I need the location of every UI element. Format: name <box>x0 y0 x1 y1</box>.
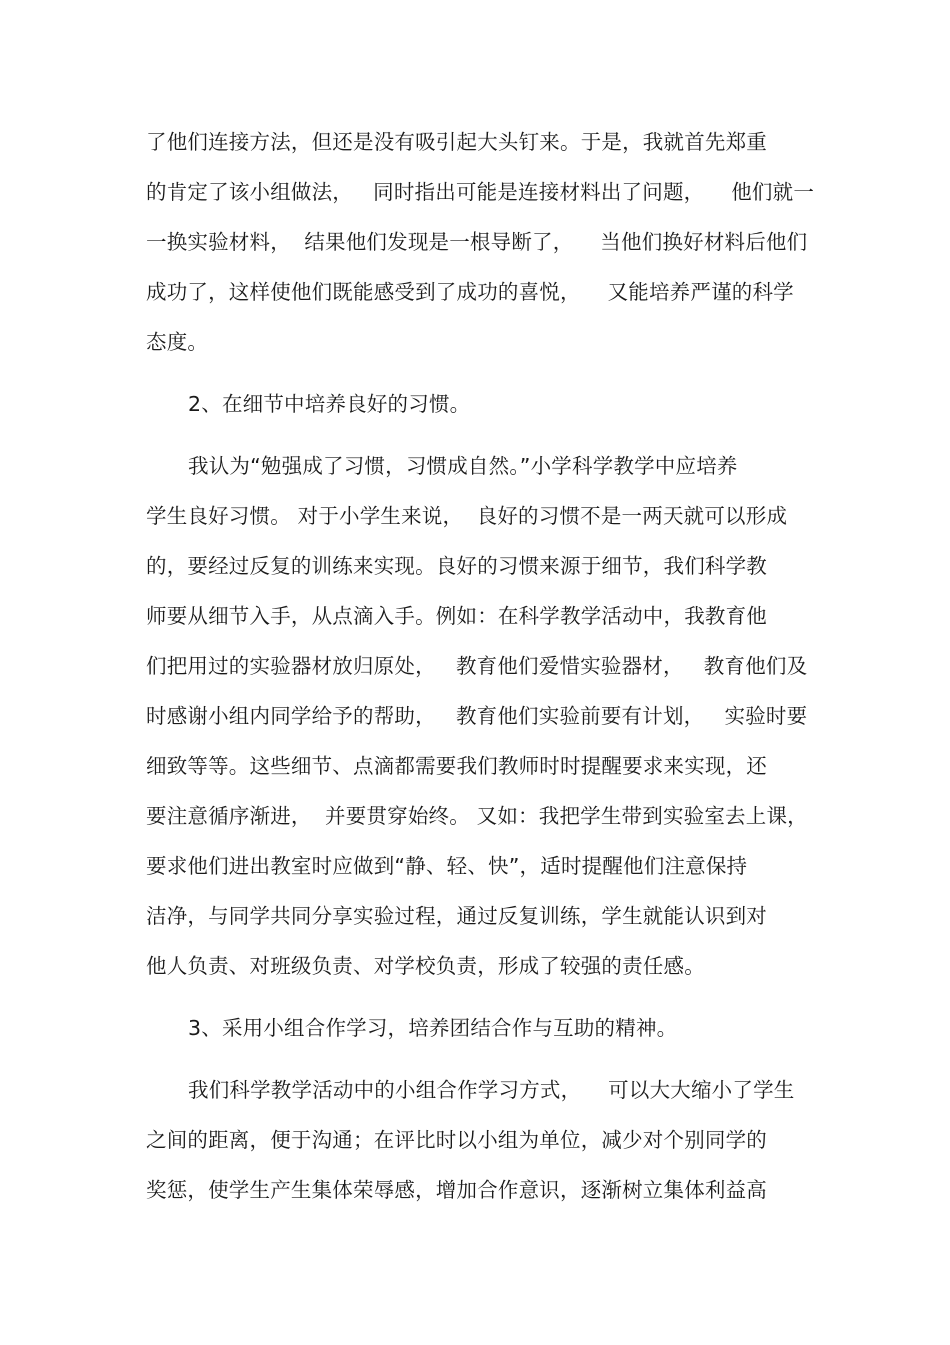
text-line: 之间的距离，便于沟通；在评比时以小组为单位，减少对个别同学的 <box>146 1128 767 1152</box>
text-line: 洁净，与同学共同分享实验过程，通过反复训练，学生就能认识到对 <box>146 904 767 928</box>
text-line: 时感谢小组内同学给予的帮助， 教育他们实验前要有计划， 实验时要 <box>146 704 808 728</box>
text-line: 们把用过的实验器材放归原处， 教育他们爱惜实验器材， 教育他们及 <box>146 654 808 678</box>
section-heading: 2、在细节中培养良好的习惯。 <box>188 392 471 416</box>
section-heading: 3、采用小组合作学习，培养团结合作与互助的精神。 <box>188 1016 678 1040</box>
text-line: 态度。 <box>146 330 209 354</box>
text-line: 师要从细节入手，从点滴入手。例如：在科学教学活动中，我教育他 <box>146 604 767 628</box>
text-line: 一换实验材料， 结果他们发现是一根导断了， 当他们换好材料后他们 <box>146 230 808 254</box>
text-line: 的，要经过反复的训练来实现。良好的习惯来源于细节，我们科学教 <box>146 554 767 578</box>
text-line: 要注意循序渐进， 并要贯穿始终。 又如：我把学生带到实验室去上课， <box>146 804 808 828</box>
text-line: 他人负责、对班级负责、对学校负责，形成了较强的责任感。 <box>146 954 705 978</box>
text-line: 细致等等。这些细节、点滴都需要我们教师时时提醒要求来实现，还 <box>146 754 767 778</box>
paragraph-first-line: 我们科学教学活动中的小组合作学习方式， 可以大大缩小了学生 <box>188 1078 795 1102</box>
text-line: 了他们连接方法，但还是没有吸引起大头钉来。于是，我就首先郑重 <box>146 130 767 154</box>
text-line: 学生良好习惯。 对于小学生来说， 良好的习惯不是一两天就可以形成 <box>146 504 788 528</box>
text-line: 的肯定了该小组做法， 同时指出可能是连接材料出了问题， 他们就一 <box>146 180 815 204</box>
text-line: 成功了，这样使他们既能感受到了成功的喜悦， 又能培养严谨的科学 <box>146 280 794 304</box>
paragraph-first-line: 我认为“勉强成了习惯，习惯成自然。”小学科学教学中应培养 <box>188 454 738 478</box>
text-line: 奖惩，使学生产生集体荣辱感，增加合作意识，逐渐树立集体利益高 <box>146 1178 767 1202</box>
text-line: 要求他们进出教室时应做到“静、轻、快”，适时提醒他们注意保持 <box>146 854 748 878</box>
